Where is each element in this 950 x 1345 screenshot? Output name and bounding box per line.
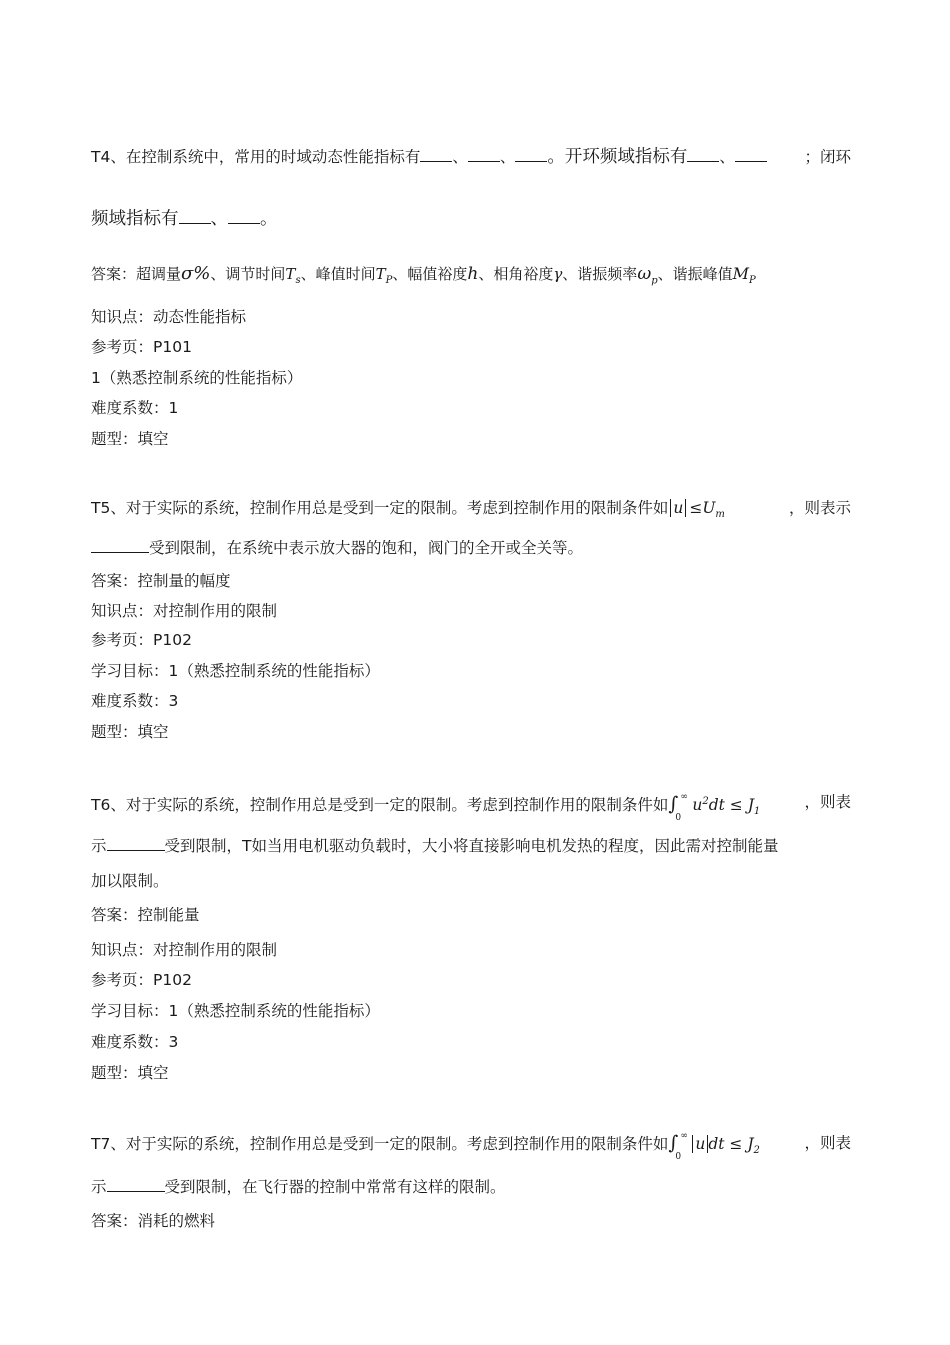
q4-type: 题型：填空 xyxy=(91,430,169,448)
abs-u: u xyxy=(670,499,686,517)
q6-goal: 学习目标：1（熟悉控制系统的性能指标） xyxy=(91,1002,380,1020)
integral-sign: ∫ ∞ 0 xyxy=(668,793,692,815)
answer-item: 、调节时间 xyxy=(210,265,286,283)
q4-text: 。开环频域指标有 xyxy=(547,147,688,167)
answer-item: 、峰值时间 xyxy=(300,265,376,283)
q4-question-line-1 xyxy=(91,146,767,168)
symbol-subscript: 1 xyxy=(753,806,761,818)
peak-time-symbol xyxy=(375,265,393,286)
q5-page: 参考页：P102 xyxy=(91,631,192,649)
symbol-subscript: s xyxy=(295,275,301,286)
answer-blank xyxy=(228,209,260,224)
q4-page: 参考页：P101 xyxy=(91,338,192,356)
fuel-expression xyxy=(708,1135,760,1157)
separator: 、 xyxy=(499,148,516,166)
q6-text: 受到限制，T如当用电机驱动负载时，大小将直接影响电机发热的程度，因此需对控制能量 xyxy=(164,837,779,855)
q4-knowledge: 知识点：动态性能指标 xyxy=(91,308,247,326)
overshoot-symbol: σ% xyxy=(181,263,211,284)
q6-text: 示 xyxy=(91,837,107,855)
q5-question-line-2 xyxy=(91,537,583,559)
q5-question-line-1 xyxy=(91,497,725,526)
symbol-subscript: m xyxy=(715,509,725,521)
answer-blank xyxy=(515,147,547,162)
q4-goal: 1（熟悉控制系统的性能指标） xyxy=(91,369,303,387)
answer-blank xyxy=(420,147,452,162)
separator: 、 xyxy=(719,148,735,166)
q6-question-line-1 xyxy=(91,791,760,823)
separator: 、 xyxy=(210,209,228,229)
q6-knowledge: 知识点：对控制作用的限制 xyxy=(91,941,278,959)
q6-question-line-3: 加以限制。 xyxy=(91,872,169,890)
q5-type: 题型：填空 xyxy=(91,723,169,741)
q5-question-line-1-end: ，则表示 xyxy=(788,499,851,517)
symbol-superscript: 2 xyxy=(702,796,709,807)
q4-question-line-1-end: ；闭环 xyxy=(804,148,851,166)
symbol-subscript: 2 xyxy=(753,1145,760,1157)
symbol: ≤U xyxy=(689,499,716,517)
q6-question-line-1-end: ，则表 xyxy=(804,793,851,811)
q6-answer: 答案：控制能量 xyxy=(91,906,200,924)
q5-knowledge: 知识点：对控制作用的限制 xyxy=(91,602,278,620)
q5-text: 受到限制，在系统中表示放大器的饱和，阀门的全开或全关等。 xyxy=(149,539,584,557)
q5-answer: 答案：控制量的幅度 xyxy=(91,572,231,590)
answer-blank xyxy=(735,147,767,162)
symbol: M xyxy=(732,264,749,283)
separator: 、 xyxy=(452,148,468,166)
answer-blank xyxy=(687,147,719,162)
q4-answer xyxy=(91,263,756,292)
answer-blank xyxy=(107,836,165,851)
answer-item: 、幅值裕度 xyxy=(392,265,468,283)
symbol: ω xyxy=(637,264,652,284)
symbol: dt ≤ J xyxy=(708,1135,754,1153)
answer-label: 答案：超调量 xyxy=(91,265,182,283)
symbol-subscript: p xyxy=(651,275,658,287)
q5-text: T5、对于实际的系统，控制作用总是受到一定的限制。考虑到控制作用的限制条件如 xyxy=(91,499,669,517)
q7-text: T7、对于实际的系统，控制作用总是受到一定的限制。考虑到控制作用的限制条件如 xyxy=(91,1135,669,1153)
symbol: dt ≤ J xyxy=(708,796,754,815)
answer-blank xyxy=(107,1177,165,1192)
q6-page: 参考页：P102 xyxy=(91,971,192,989)
q6-type: 题型：填空 xyxy=(91,1064,169,1082)
answer-blank xyxy=(179,209,211,224)
answer-blank xyxy=(468,147,500,162)
q6-difficulty: 难度系数：3 xyxy=(91,1033,179,1051)
limit-expression xyxy=(689,499,725,521)
q7-question-line-1 xyxy=(91,1132,760,1162)
gain-margin-symbol: h xyxy=(467,264,479,284)
resonant-frequency-symbol xyxy=(637,264,658,287)
integral-upper: ∞ xyxy=(680,1131,688,1141)
q4-text: 。 xyxy=(260,209,278,229)
q6-text: T6、对于实际的系统，控制作用总是受到一定的限制。考虑到控制作用的限制条件如 xyxy=(91,796,669,815)
abs-u: u xyxy=(692,1135,708,1153)
answer-item: 、相角裕度 xyxy=(478,265,554,283)
q7-question-line-2 xyxy=(91,1176,506,1198)
q4-difficulty: 难度系数：1 xyxy=(91,399,179,417)
energy-expression xyxy=(692,796,761,818)
q7-answer: 答案：消耗的燃料 xyxy=(91,1212,216,1230)
q4-text: 频域指标有 xyxy=(91,209,179,229)
phase-margin-symbol: γ xyxy=(553,265,563,283)
q5-difficulty: 难度系数：3 xyxy=(91,692,179,710)
integral-lower: 0 xyxy=(675,813,682,824)
q7-text: 示 xyxy=(91,1178,107,1196)
integral-lower: 0 xyxy=(675,1152,682,1162)
answer-blank xyxy=(91,538,149,553)
q7-text: 受到限制，在飞行器的控制中常常有这样的限制。 xyxy=(164,1178,506,1196)
q7-question-line-1-end: ，则表 xyxy=(804,1134,851,1152)
integral-upper: ∞ xyxy=(680,792,688,803)
integral-sign: ∫ ∞ 0 xyxy=(668,1132,692,1154)
q4-question-line-2 xyxy=(91,208,278,230)
settling-time-symbol xyxy=(285,265,301,286)
q5-goal: 学习目标：1（熟悉控制系统的性能指标） xyxy=(91,662,380,680)
q4-text: T4、在控制系统中，常用的时域动态性能指标有 xyxy=(91,148,421,166)
symbol: u xyxy=(692,796,703,815)
resonant-peak-symbol xyxy=(732,264,756,287)
q6-question-line-2 xyxy=(91,835,779,857)
symbol: T xyxy=(285,265,296,283)
symbol-subscript: P xyxy=(385,275,393,286)
symbol: T xyxy=(375,265,386,283)
symbol-subscript: P xyxy=(749,275,756,287)
answer-item: 、谐振峰值 xyxy=(657,265,733,283)
answer-item: 、谐振频率 xyxy=(562,265,638,283)
